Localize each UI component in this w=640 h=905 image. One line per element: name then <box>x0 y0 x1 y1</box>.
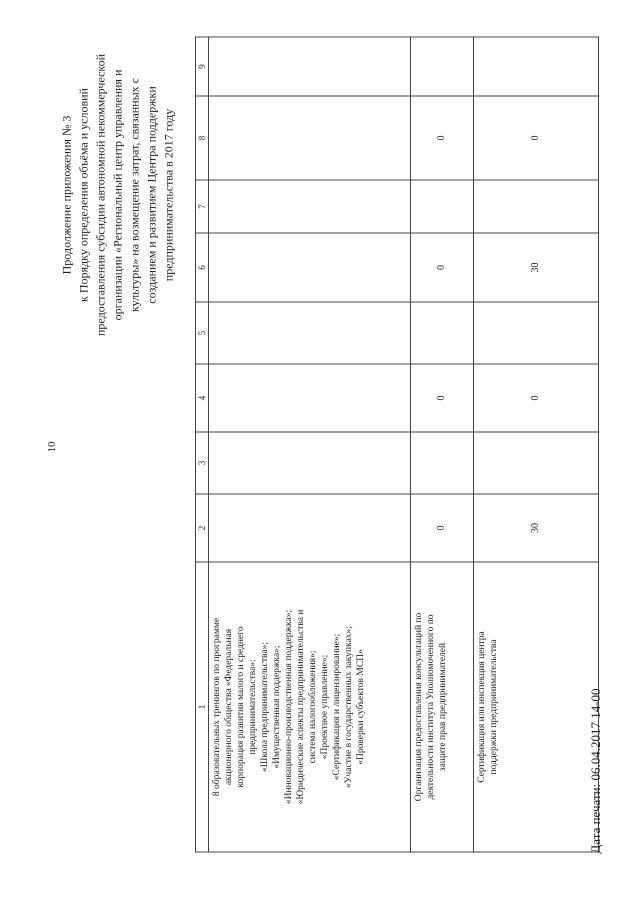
table-cell: 30 <box>474 233 599 302</box>
column-number: 3 <box>196 432 209 494</box>
table-cell: 0 <box>474 96 599 180</box>
description-line: «Имущественная поддержка»; <box>272 644 282 769</box>
table-cell <box>411 37 474 96</box>
table-cell: 0 <box>411 96 474 180</box>
header-line: предоставления субсидии автономной некоммерческой <box>93 53 108 337</box>
description-line: акционерного общества «Федеральная <box>224 628 234 785</box>
table-cell <box>209 494 411 562</box>
table-row <box>411 37 474 852</box>
description-line: «Проверки субъектов МСП» <box>356 648 366 765</box>
column-number: 8 <box>196 96 209 180</box>
header-line: предпринимательства в 2017 году <box>161 108 176 282</box>
column-number: 7 <box>196 180 209 233</box>
table-cell <box>209 302 411 364</box>
description-line: «Участие в государственных закупках»; <box>344 625 354 788</box>
description-line: система налогообложения»; <box>308 650 318 763</box>
table-cell: 0 <box>411 494 474 562</box>
description-line: «Юридические аспекты предпринимательства и <box>296 609 306 804</box>
description-line: корпорация развития малого и среднего <box>236 625 246 788</box>
document-header <box>59 0 178 405</box>
description-line: «Проектное управление»; <box>320 654 330 759</box>
table-container <box>195 37 599 852</box>
table-cell <box>474 302 599 364</box>
table-cell <box>209 96 411 180</box>
table-cell <box>474 180 599 233</box>
header-line: организации «Региональный центр управления и <box>110 69 125 321</box>
table-cell <box>209 364 411 432</box>
column-number: 4 <box>196 364 209 432</box>
description-line: поддержки предпринимательства <box>489 639 499 774</box>
description-line: «Сертификация и лицензирование»; <box>332 633 342 780</box>
table-cell: 30 <box>474 494 599 562</box>
table-cell <box>411 432 474 494</box>
column-number-row <box>196 37 209 852</box>
table-row <box>209 37 411 852</box>
description-line: предпринимательства»: <box>248 658 258 755</box>
description-line: деятельности института Уполномоченного по <box>426 613 436 800</box>
table-cell <box>209 180 411 233</box>
table-cell: 0 <box>474 364 599 432</box>
row-description <box>209 562 411 852</box>
description-line: 8 образовательных тренингов по программе <box>212 617 222 796</box>
table-cell: 0 <box>411 364 474 432</box>
description-line: защите прав предпринимателей <box>438 642 448 771</box>
column-number: 1 <box>196 562 209 852</box>
description-line: «Инновационно-производственная поддержка»; <box>284 609 294 804</box>
print-date: Дата печати: 06.04.2017 14-00 <box>588 688 603 854</box>
table-row <box>474 37 599 852</box>
column-number: 5 <box>196 302 209 364</box>
description-line: Сертификация или инспекция центра <box>477 630 487 783</box>
table-cell <box>209 432 411 494</box>
header-line: Продолжение приложения № 3 <box>59 115 74 275</box>
description-line: Организация предоставления консультаций по <box>414 612 424 801</box>
row-description <box>474 562 599 852</box>
header-line: к Порядку определения объёма и условий <box>76 88 91 302</box>
column-number: 6 <box>196 233 209 302</box>
table-cell <box>411 180 474 233</box>
header-line: созданием и развитием Центра поддержки <box>144 86 159 304</box>
table-cell <box>474 37 599 96</box>
subsidy-table <box>195 36 599 852</box>
table-cell <box>474 432 599 494</box>
header-line: культуры» на возмещение затрат, связанных с <box>127 78 142 312</box>
table-cell <box>411 302 474 364</box>
column-number: 2 <box>196 494 209 562</box>
table-cell <box>209 37 411 96</box>
row-description <box>411 562 474 852</box>
table-cell: 0 <box>411 233 474 302</box>
column-number: 9 <box>196 37 209 96</box>
table-cell <box>209 233 411 302</box>
page-number: 10 <box>46 441 58 453</box>
description-line: «Школа предпринимательства»; <box>260 641 270 772</box>
